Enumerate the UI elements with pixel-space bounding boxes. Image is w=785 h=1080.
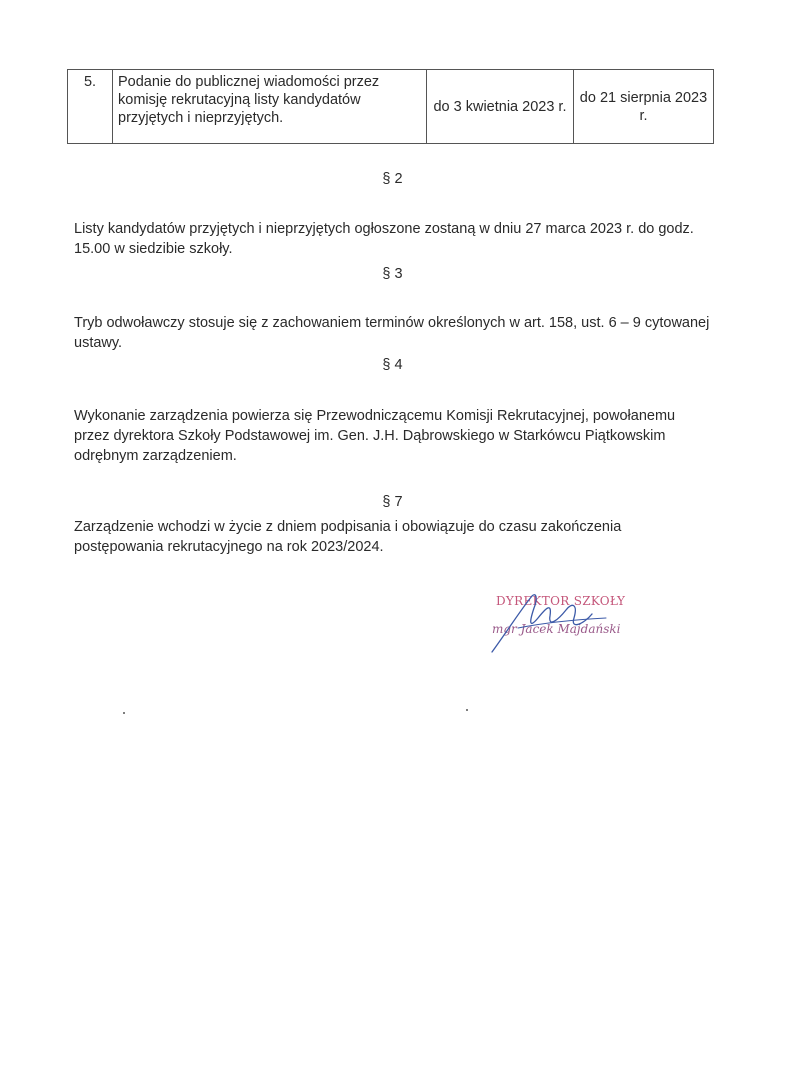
paragraph-7: Zarządzenie wchodzi w życie z dniem podpisania i obowiązuje do czasu zakończenia postępowania rekrutacyjnego na rok 2023/2024. (74, 519, 622, 555)
section-symbol-3: § 3 (382, 266, 403, 282)
stamp-name: mgr Jacek Majdański (492, 622, 621, 636)
paragraph-4: Wykonanie zarządzenia powierza się Przewodniczącemu Komisji Rekrutacyjnej, powołanemu przez dyrektora Szkoły Podstawowej im. Gen. J.H. Dąbrowskiego w Starkówcu Piątkowskim odrębnym zarządzeniem. (74, 408, 676, 464)
paragraph-2: Listy kandydatów przyjętych i nieprzyjętych ogłoszone zostaną w dniu 27 marca 2023 r. do godz. 15.00 w siedzibie szkoły. (74, 221, 694, 257)
director-stamp (488, 590, 638, 660)
section-symbol-4: § 4 (382, 357, 403, 373)
row-description: Podanie do publicznej wiadomości przez komisję rekrutacyjną listy kandydatów przyjętych i nieprzyjętych. (113, 70, 427, 144)
table-row (68, 70, 714, 144)
section-symbol-2: § 2 (382, 171, 403, 187)
deadline-supplementary: do 21 sierpnia 2023 r. (574, 70, 714, 144)
row-number: 5. (68, 70, 113, 144)
section-symbol-7: § 7 (382, 494, 403, 510)
paragraph-3: Tryb odwoławczy stosuje się z zachowaniem terminów określonych w art. 158, ust. 6 – 9 cytowanej ustawy. (74, 315, 710, 351)
deadline-main: do 3 kwietnia 2023 r. (427, 70, 574, 144)
handwritten-signature (488, 590, 638, 660)
scan-speck (466, 709, 468, 711)
scan-speck (123, 712, 125, 714)
stamp-title: DYREKTOR SZKOŁY (496, 594, 626, 608)
schedule-table (67, 69, 714, 144)
